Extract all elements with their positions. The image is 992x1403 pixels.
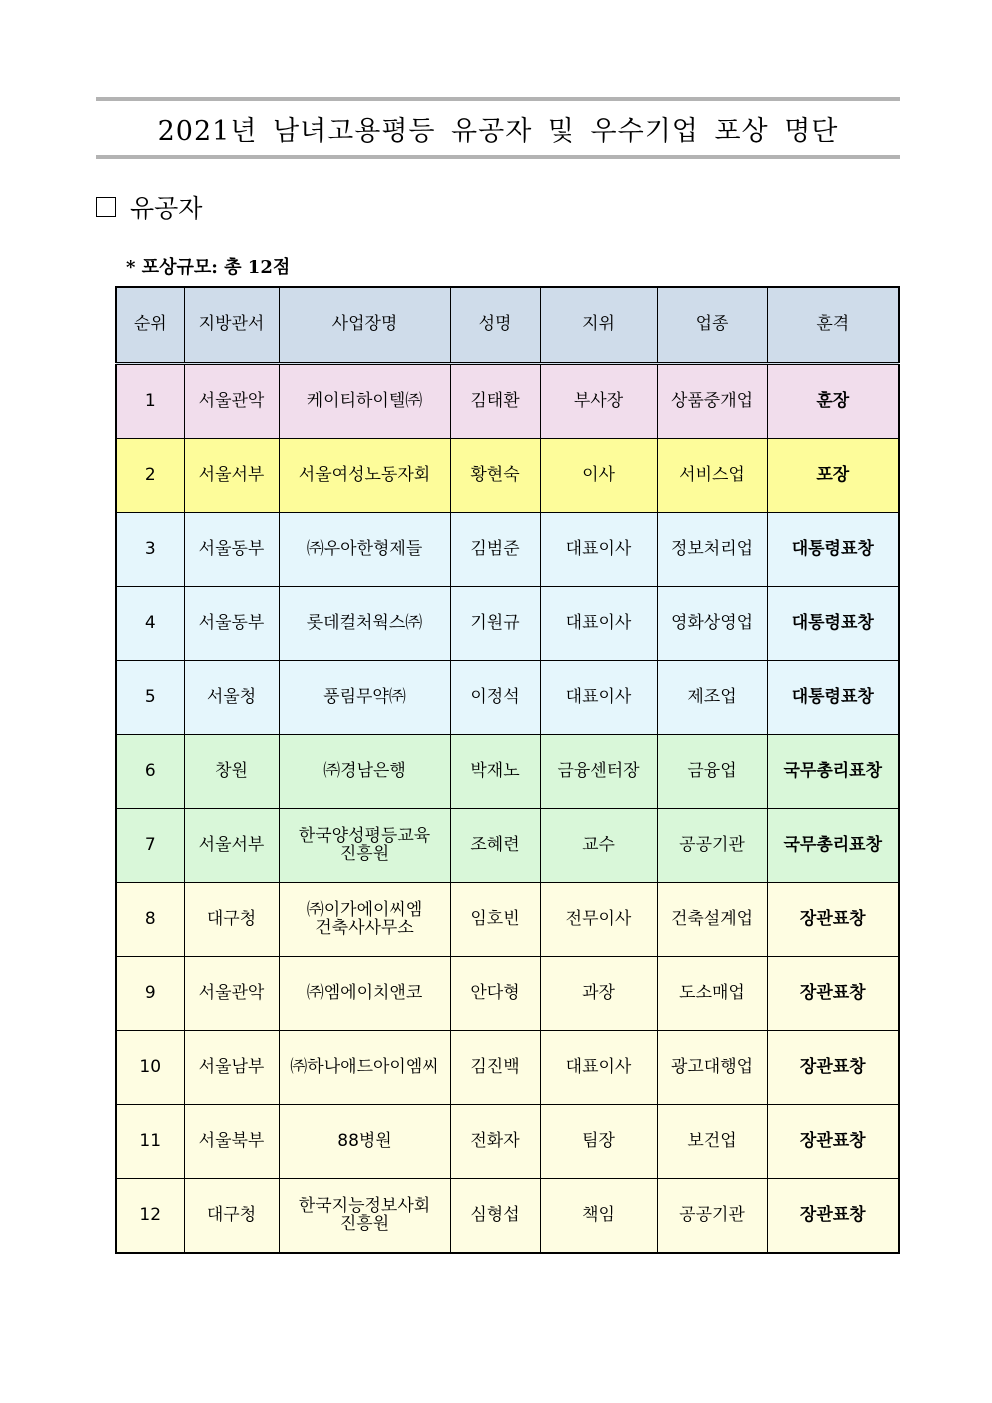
office-cell: 서울서부 [184, 439, 279, 513]
table-row [116, 1179, 899, 1254]
awardee-table [115, 286, 900, 1254]
company-cell [279, 809, 450, 883]
position-cell: 책임 [540, 1179, 657, 1254]
company-line: 진흥원 [339, 843, 390, 864]
table-row [116, 513, 899, 587]
company-cell: 풍림무약㈜ [279, 661, 450, 735]
column-header-rank: 순위 [116, 287, 184, 364]
office-cell: 서울동부 [184, 587, 279, 661]
industry-cell: 광고대행업 [657, 1031, 767, 1105]
office-cell: 서울남부 [184, 1031, 279, 1105]
industry-cell: 제조업 [657, 661, 767, 735]
column-header-office: 지방관서 [184, 287, 279, 364]
position-cell: 대표이사 [540, 513, 657, 587]
industry-cell: 금융업 [657, 735, 767, 809]
table-row [116, 1105, 899, 1179]
company-line: 진흥원 [339, 1213, 390, 1234]
position-cell: 팀장 [540, 1105, 657, 1179]
name-cell: 박재노 [450, 735, 540, 809]
company-cell: ㈜하나애드아이엠씨 [279, 1031, 450, 1105]
office-cell: 창원 [184, 735, 279, 809]
position-cell: 전무이사 [540, 883, 657, 957]
name-cell: 이정석 [450, 661, 540, 735]
company-cell: ㈜엠에이치앤코 [279, 957, 450, 1031]
award-cell: 포장 [767, 439, 899, 513]
office-cell: 서울관악 [184, 364, 279, 439]
name-cell: 임호빈 [450, 883, 540, 957]
name-cell: 조혜련 [450, 809, 540, 883]
name-cell: 안다형 [450, 957, 540, 1031]
office-cell: 대구청 [184, 1179, 279, 1254]
office-cell: 서울서부 [184, 809, 279, 883]
table-row [116, 364, 899, 439]
table-row [116, 957, 899, 1031]
column-header-award: 훈격 [767, 287, 899, 364]
name-cell: 전화자 [450, 1105, 540, 1179]
award-cell: 훈장 [767, 364, 899, 439]
table-row [116, 1031, 899, 1105]
office-cell: 서울북부 [184, 1105, 279, 1179]
rank-cell: 4 [116, 587, 184, 661]
table-row [116, 883, 899, 957]
title-bar [96, 97, 900, 159]
office-cell: 서울청 [184, 661, 279, 735]
table-header-row [116, 287, 899, 364]
rank-cell: 12 [116, 1179, 184, 1254]
award-cell: 대통령표창 [767, 661, 899, 735]
position-cell: 대표이사 [540, 587, 657, 661]
industry-cell: 서비스업 [657, 439, 767, 513]
table-row [116, 661, 899, 735]
column-header-name: 성명 [450, 287, 540, 364]
award-cell: 대통령표창 [767, 513, 899, 587]
table-row [116, 439, 899, 513]
rank-cell: 1 [116, 364, 184, 439]
name-cell: 심형섭 [450, 1179, 540, 1254]
office-cell: 대구청 [184, 883, 279, 957]
position-cell: 대표이사 [540, 1031, 657, 1105]
company-cell: ㈜경남은행 [279, 735, 450, 809]
position-cell: 교수 [540, 809, 657, 883]
company-cell: ㈜우아한형제들 [279, 513, 450, 587]
company-line: ㈜이가에이씨엠 [306, 899, 423, 920]
position-cell: 대표이사 [540, 661, 657, 735]
industry-cell: 상품중개업 [657, 364, 767, 439]
industry-cell: 건축설계업 [657, 883, 767, 957]
rank-cell: 3 [116, 513, 184, 587]
rank-cell: 9 [116, 957, 184, 1031]
award-cell: 장관표창 [767, 957, 899, 1031]
industry-cell: 영화상영업 [657, 587, 767, 661]
award-cell: 국무총리표창 [767, 735, 899, 809]
rank-cell: 11 [116, 1105, 184, 1179]
award-cell: 국무총리표창 [767, 809, 899, 883]
company-cell [279, 1179, 450, 1254]
position-cell: 과장 [540, 957, 657, 1031]
position-cell: 금융센터장 [540, 735, 657, 809]
industry-cell: 공공기관 [657, 1179, 767, 1254]
rank-cell: 7 [116, 809, 184, 883]
company-cell: 88병원 [279, 1105, 450, 1179]
rank-cell: 10 [116, 1031, 184, 1105]
square-bullet-icon [96, 197, 116, 217]
award-scale-note: * 포상규모: 총 12점 [126, 257, 291, 278]
position-cell: 부사장 [540, 364, 657, 439]
company-cell: 롯데컬처웍스㈜ [279, 587, 450, 661]
column-header-position: 지위 [540, 287, 657, 364]
award-cell: 장관표창 [767, 1105, 899, 1179]
company-line: 한국양성평등교육 [298, 825, 431, 846]
industry-cell: 공공기관 [657, 809, 767, 883]
section-heading [96, 189, 202, 225]
company-line: 한국지능정보사회 [298, 1195, 431, 1216]
table-row [116, 809, 899, 883]
rank-cell: 8 [116, 883, 184, 957]
column-header-company: 사업장명 [279, 287, 450, 364]
office-cell: 서울동부 [184, 513, 279, 587]
name-cell: 김범준 [450, 513, 540, 587]
rank-cell: 5 [116, 661, 184, 735]
industry-cell: 도소매업 [657, 957, 767, 1031]
rank-cell: 6 [116, 735, 184, 809]
document-title: 2021년 남녀고용평등 유공자 및 우수기업 포상 명단 [157, 115, 839, 147]
rank-cell: 2 [116, 439, 184, 513]
award-cell: 장관표창 [767, 1179, 899, 1254]
award-cell: 장관표창 [767, 1031, 899, 1105]
table-row [116, 587, 899, 661]
section-title: 유공자 [130, 194, 203, 223]
name-cell: 김태환 [450, 364, 540, 439]
company-cell: 케이티하이텔㈜ [279, 364, 450, 439]
company-cell: 서울여성노동자회 [279, 439, 450, 513]
industry-cell: 정보처리업 [657, 513, 767, 587]
name-cell: 황현숙 [450, 439, 540, 513]
position-cell: 이사 [540, 439, 657, 513]
office-cell: 서울관악 [184, 957, 279, 1031]
company-cell [279, 883, 450, 957]
award-cell: 대통령표창 [767, 587, 899, 661]
name-cell: 김진백 [450, 1031, 540, 1105]
name-cell: 기원규 [450, 587, 540, 661]
industry-cell: 보건업 [657, 1105, 767, 1179]
table-row [116, 735, 899, 809]
award-cell: 장관표창 [767, 883, 899, 957]
company-line: 건축사사무소 [315, 917, 414, 938]
column-header-industry: 업종 [657, 287, 767, 364]
